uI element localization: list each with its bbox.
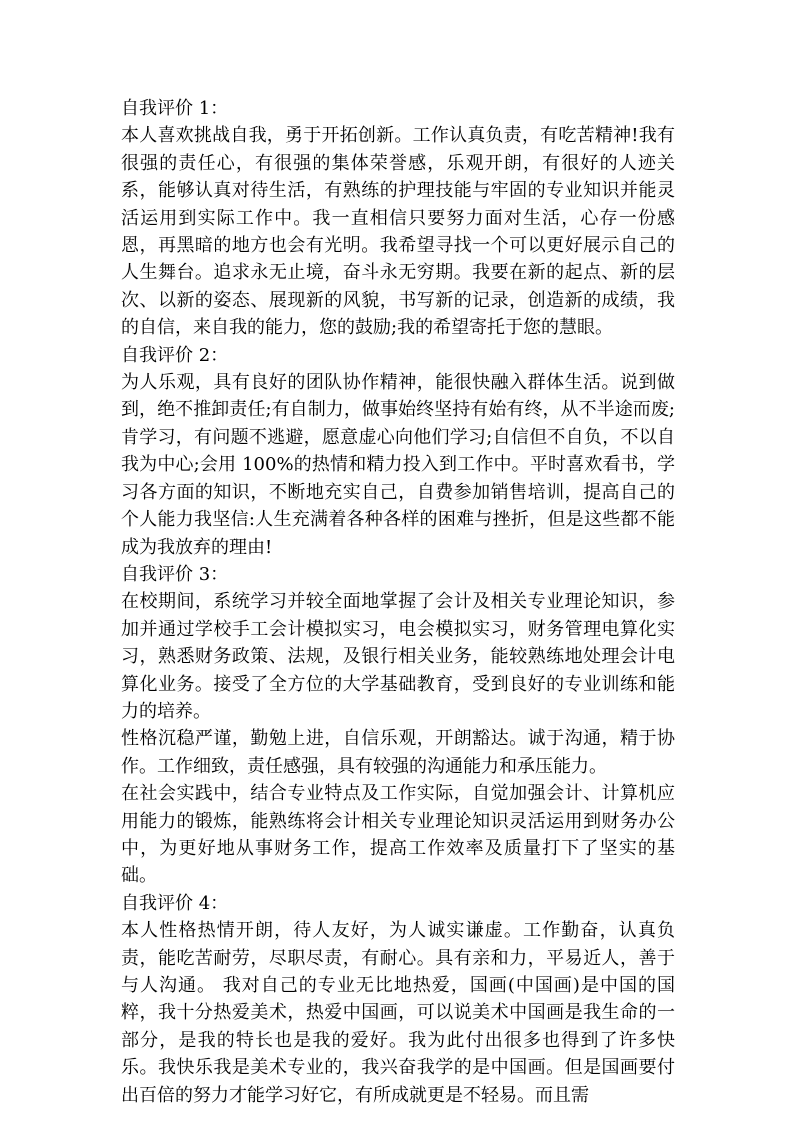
- section-4-paragraph-1: 本人性格热情开朗，待人友好，为人诚实谦虚。工作勤奋，认真负责，能吃苦耐劳，尽职尽责，有耐心。具有亲和力，平易近人，善于与人沟通。 我对自己的专业无比地热爱，国画(中国画)是中国的国粹，我十分热爱美术，热爱中国画，可以说美术中国画是我生命的一部分，是我的特长也是我的爱好。我为此付出很多也得到了许多快乐。我快乐我是美术专业的，我兴奋我学的是中国画。但是国画要付出百倍的努力才能学习好它，有所成就更是不轻易。而且需: [121, 920, 675, 1106]
- section-3-heading: 自我评价 3：: [121, 563, 229, 585]
- section-1-paragraph-1: 本人喜欢挑战自我，勇于开拓创新。工作认真负责，有吃苦精神!我有很强的责任心，有很强的集体荣誉感，乐观开朗，有很好的人迹关系，能够认真对待生活，有熟练的护理技能与牢固的专业知识并能灵活运用到实际工作中。我一直相信只要努力面对生活，心存一份感恩，再黑暗的地方也会有光明。我希望寻找一个可以更好展示自己的人生舞台。追求永无止境，奋斗永无穷期。我要在新的起点、新的层次、以新的姿态、展现新的风貌，书写新的记录，创造新的成绩，我的自信，来自我的能力，您的鼓励;我的希望寄托于您的慧眼。: [121, 125, 675, 339]
- section-3-paragraph-1: 在校期间，系统学习并较全面地掌握了会计及相关专业理论知识，参加并通过学校手工会计模拟实习，电会模拟实习，财务管理电算化实习，熟悉财务政策、法规，及银行相关业务，能较熟练地处理会计电算化业务。接受了全方位的大学基础教育，受到良好的专业训练和能力的培养。: [121, 591, 675, 722]
- section-4-heading: 自我评价 4：: [121, 892, 229, 914]
- section-2-heading: 自我评价 2：: [121, 344, 229, 366]
- document-page: [121, 95, 675, 1109]
- section-1-heading: 自我评价 1：: [121, 98, 229, 119]
- section-3-paragraph-3: 在社会实践中，结合专业特点及工作实际，自觉加强会计、计算机应用能力的锻炼，能熟练将会计相关专业理论知识灵活运用到财务办公中，为更好地从事财务工作，提高工作效率及质量打下了坚实的基础。: [121, 783, 675, 887]
- section-2-paragraph-1: 为人乐观，具有良好的团队协作精神，能很快融入群体生活。说到做到，绝不推卸责任;有自制力，做事始终坚持有始有终，从不半途而废;肯学习，有问题不逃避，愿意虚心向他们学习;自信但不自负，不以自我为中心;会用 100%的热情和精力投入到工作中。平时喜欢看书，学习各方面的知识，不断地充实自己，自费参加销售培训，提高自己的个人能力我坚信:人生充满着各种各样的困难与挫折，但是这些都不能成为我放弃的理由!: [121, 372, 675, 558]
- section-3-paragraph-2: 性格沉稳严谨，勤勉上进，自信乐观，开朗豁达。诚于沟通，精于协作。工作细致，责任感强，具有较强的沟通能力和承压能力。: [121, 728, 675, 777]
